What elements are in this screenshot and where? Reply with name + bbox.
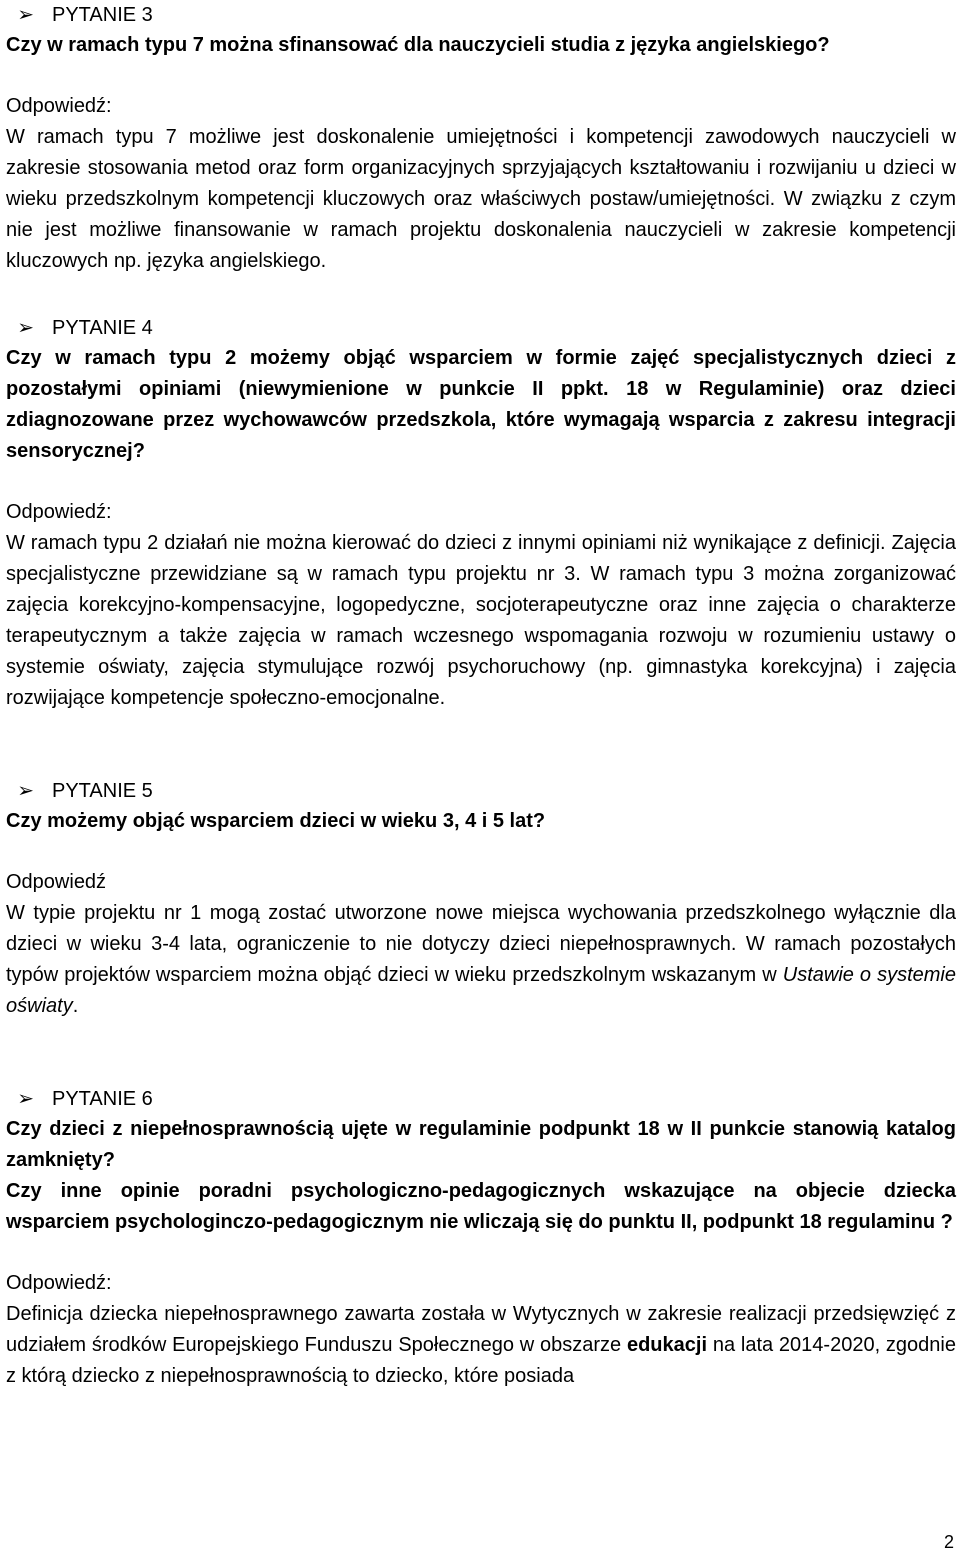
answer-text: W ramach typu 2 działań nie można kierować do dzieci z innymi opiniami niż wynikające z definicji. Zajęcia specjalistyczne przewidziane są w ramach typu projektu nr 3. W ramach typu 3 można zorganizować zajęcia korekcyjno-kompensacyjne, logopedyczne, socjoterapeutyczne oraz inne zajęcia o charakterze terapeutycznym a także zajęcia w ramach wczesnego wspomagania rozwoju w rozumieniu ustawy o systemie oświaty, zajęcia stymulujące rozwój psychoruchowy (np. gimnastyka korekcyjna) i zajęcia rozwijające kompetencje społeczno-emocjonalne.: [6, 532, 956, 709]
answer-text-part: na lata 2014-2020, zgodnie z którą dziecko z niepełnosprawnością to dziecko, które posiada: [6, 1334, 956, 1387]
answer-text: W ramach typu 7 możliwe jest doskonalenie umiejętności i kompetencji zawodowych nauczycieli w zakresie stosowania metod oraz form organizacyjnych sprzyjających kształtowaniu i rozwijaniu u dzieci w wieku przedszkolnym kompetencji kluczowych oraz właściwych postaw/umiejętności. W związku z czym nie jest możliwe finansowanie w ramach projektu doskonalenia nauczycieli w zakresie kompetencji kluczowych np. języka angielskiego.: [6, 126, 956, 272]
answer-text: [6, 898, 956, 1022]
answer-text-italic: Ustawie o systemie oświaty: [6, 964, 956, 1017]
heading-label: PYTANIE 6: [52, 1088, 153, 1110]
answer-label: Odpowiedź: [6, 871, 107, 893]
answer-label: Odpowiedź:: [6, 1272, 112, 1294]
question-text: Czy w ramach typu 7 można sfinansować dla nauczycieli studia z języka angielskiego?: [6, 34, 830, 56]
arrow-bullet-icon: ➢: [17, 4, 34, 26]
answer-text-part: Definicja dziecka niepełnosprawnego zawarta została w Wytycznych w zakresie realizacji przedsięwzięć z udziałem środków Europejskiego Funduszu Społecznego w obszarze: [6, 1303, 956, 1356]
question-text: Czy inne opinie poradni psychologiczno-pedagogicznych wskazujące na objecie dziecka wsparciem psychologinczo-pedagogicznym nie wliczają się do punktu II, podpunkt 18 regulaminu ?: [6, 1180, 956, 1233]
heading-label: PYTANIE 4: [52, 317, 153, 339]
answer-label: Odpowiedź:: [6, 501, 112, 523]
page-number: 2: [943, 1532, 954, 1552]
question-heading: [6, 1084, 956, 1114]
question-text: Czy dzieci z niepełnosprawnością ujęte w regulaminie podpunkt 18 w II punkcie stanowią katalog zamknięty?: [6, 1118, 956, 1171]
answer-text-bold: edukacji: [626, 1334, 708, 1356]
answer-label: Odpowiedź:: [6, 95, 112, 117]
document-page: [6, 0, 956, 1392]
arrow-bullet-icon: ➢: [17, 1088, 34, 1110]
question-heading: [6, 313, 956, 343]
question-text: Czy możemy objąć wsparciem dzieci w wieku 3, 4 i 5 lat?: [6, 810, 546, 832]
heading-label: PYTANIE 3: [52, 4, 153, 26]
answer-text: [6, 1299, 956, 1392]
arrow-bullet-icon: ➢: [17, 780, 34, 802]
question-heading: [6, 0, 956, 30]
arrow-bullet-icon: ➢: [17, 317, 34, 339]
heading-label: PYTANIE 5: [52, 780, 153, 802]
question-text: Czy w ramach typu 2 możemy objąć wsparciem w formie zajęć specjalistycznych dzieci z pozostałymi opiniami (niewymienione w punkcie II ppkt. 18 w Regulaminie) oraz dzieci zdiagnozowane przez wychowawców przedszkola, które wymagają wsparcia z zakresu integracji sensorycznej?: [6, 347, 956, 462]
answer-text-end: .: [72, 995, 79, 1017]
answer-text-part: W typie projektu nr 1 mogą zostać utworzone nowe miejsca wychowania przedszkolnego wyłącznie dla dzieci w wieku 3-4 lata, ograniczenie to nie dotyczy dzieci niepełnosprawnych. W ramach pozostałych typów projektów wsparciem można objąć dzieci w wieku przedszkolnym wskazanym w: [6, 902, 956, 986]
question-heading: [6, 776, 956, 806]
